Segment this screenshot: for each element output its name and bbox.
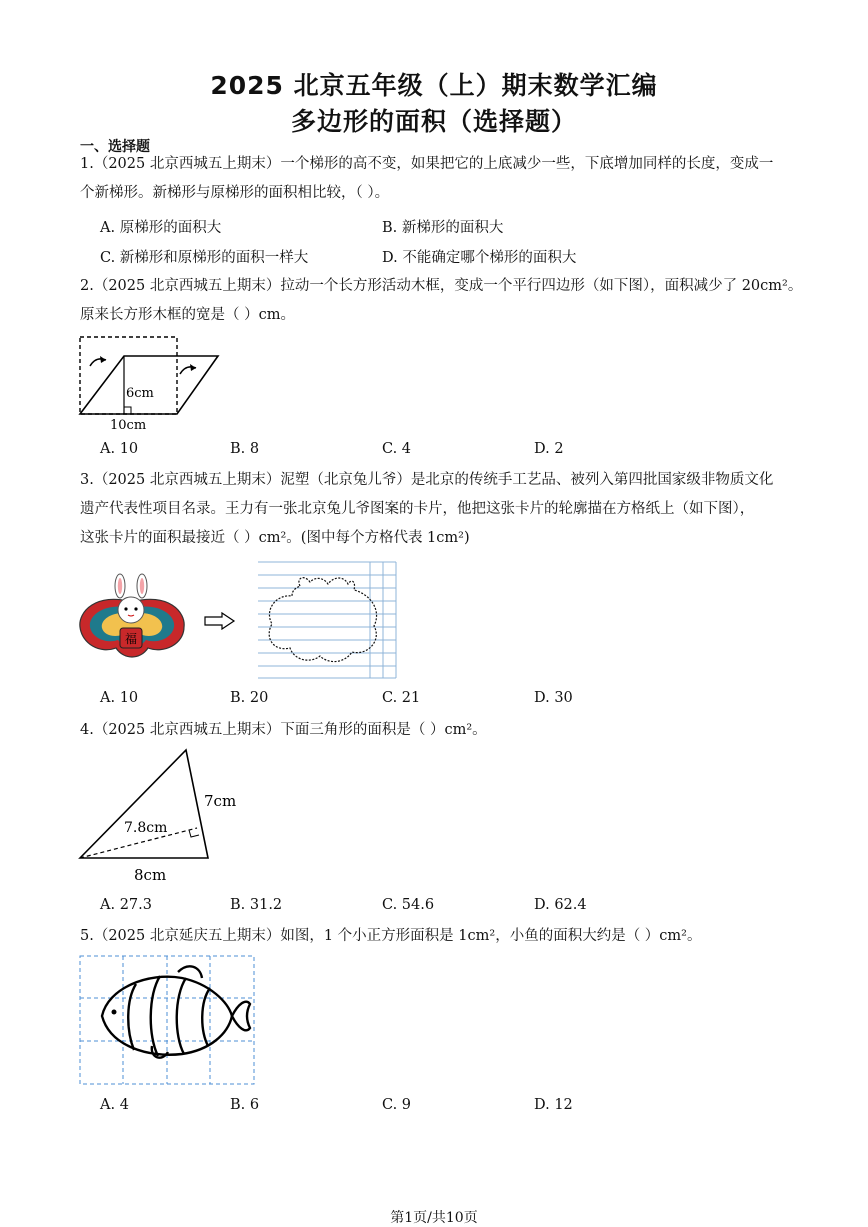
q2-option-d: D. 2 (534, 441, 564, 457)
q5-option-b: B. 6 (230, 1097, 260, 1113)
question-2 (80, 272, 810, 330)
q1-option-b: B. 新梯形的面积大 (382, 220, 504, 236)
question-2-line1: 2.（2025 北京西城五上期末）拉动一个长方形活动木框，变成一个平行四边形（如下图），面积减少了 20cm²。 (80, 278, 803, 294)
q5-option-d: D. 12 (534, 1097, 573, 1113)
right-angle-mark (124, 407, 131, 414)
question-5-line1: 5.（2025 北京延庆五上期末）如图，1 个小正方形面积是 1cm²，小鱼的面积大约是（ ）cm²。 (80, 928, 702, 944)
q2-option-a: A. 10 (100, 441, 139, 457)
base-label: 8cm (134, 866, 167, 884)
parallelogram-shape (80, 356, 218, 414)
page-number: 第1页/共10页 (390, 1210, 478, 1226)
section-heading: 一、选择题 (80, 139, 150, 155)
question-3-line3: 这张卡片的面积最接近（ ）cm²。(图中每个方格代表 1cm²) (80, 530, 470, 546)
q4-option-b: B. 31.2 (230, 897, 283, 913)
right-angle-mark (189, 830, 199, 837)
q3-option-c: C. 21 (382, 690, 421, 706)
q3-option-a: A. 10 (100, 690, 139, 706)
rabbit-card-image (76, 572, 188, 662)
question-2-line2: 原来长方形木框的宽是（ ）cm。 (80, 307, 295, 323)
rabbit-outline-shape (269, 578, 376, 662)
question-4 (80, 716, 800, 745)
q3-option-b: B. 20 (230, 690, 269, 706)
fish-drawing (102, 966, 250, 1057)
q2-option-c: C. 4 (382, 441, 412, 457)
question-3-line1: 3.（2025 北京西城五上期末）泥塑（北京兔儿爷）是北京的传统手工艺品、被列入第四批国家级非物质文化 (80, 472, 774, 488)
page-subtitle: 多边形的面积（选择题） (290, 107, 577, 136)
height-label: 6cm (126, 386, 154, 401)
parallelogram-figure (76, 334, 226, 434)
q1-option-c: C. 新梯形和原梯形的面积一样大 (100, 250, 309, 266)
q1-option-d: D. 不能确定哪个梯形的面积大 (382, 250, 577, 266)
fish-eye (112, 1010, 117, 1015)
q4-option-a: A. 27.3 (100, 897, 152, 913)
fu-character: 福 (125, 632, 138, 646)
grid-outline-figure (256, 560, 398, 680)
q5-option-a: A. 4 (100, 1097, 129, 1113)
original-rectangle-outline (80, 337, 177, 414)
q5-option-c: C. 9 (382, 1097, 412, 1113)
q1-option-a: A. 原梯形的面积大 (100, 220, 222, 236)
triangle-figure (76, 746, 246, 886)
question-3-line2: 遗产代表性项目名录。王力有一张北京兔儿爷图案的卡片，他把这张卡片的轮廓描在方格纸上（如下图）， (80, 501, 755, 517)
question-5 (80, 922, 800, 951)
q4-option-c: C. 54.6 (382, 897, 435, 913)
right-arrow-icon (204, 612, 236, 630)
fish-grid-figure (78, 954, 258, 1086)
q3-option-d: D. 30 (534, 690, 573, 706)
question-1-line2: 个新梯形。新梯形与原梯形的面积相比较，（ ）。 (80, 185, 390, 201)
q2-option-b: B. 8 (230, 441, 260, 457)
base-label: 10cm (110, 418, 147, 433)
side-label: 7cm (204, 792, 237, 810)
question-4-line1: 4.（2025 北京西城五上期末）下面三角形的面积是（ ）cm²。 (80, 722, 487, 738)
page-title: 2025 北京五年级（上）期末数学汇编 (210, 71, 658, 100)
q4-option-d: D. 62.4 (534, 897, 587, 913)
question-3 (80, 466, 810, 553)
question-1-line1: 1.（2025 北京西城五上期末）一个梯形的高不变，如果把它的上底减少一些，下底增加同样的长度，变成一 (80, 156, 774, 172)
height-label: 7.8cm (124, 820, 168, 836)
question-1 (80, 150, 800, 208)
